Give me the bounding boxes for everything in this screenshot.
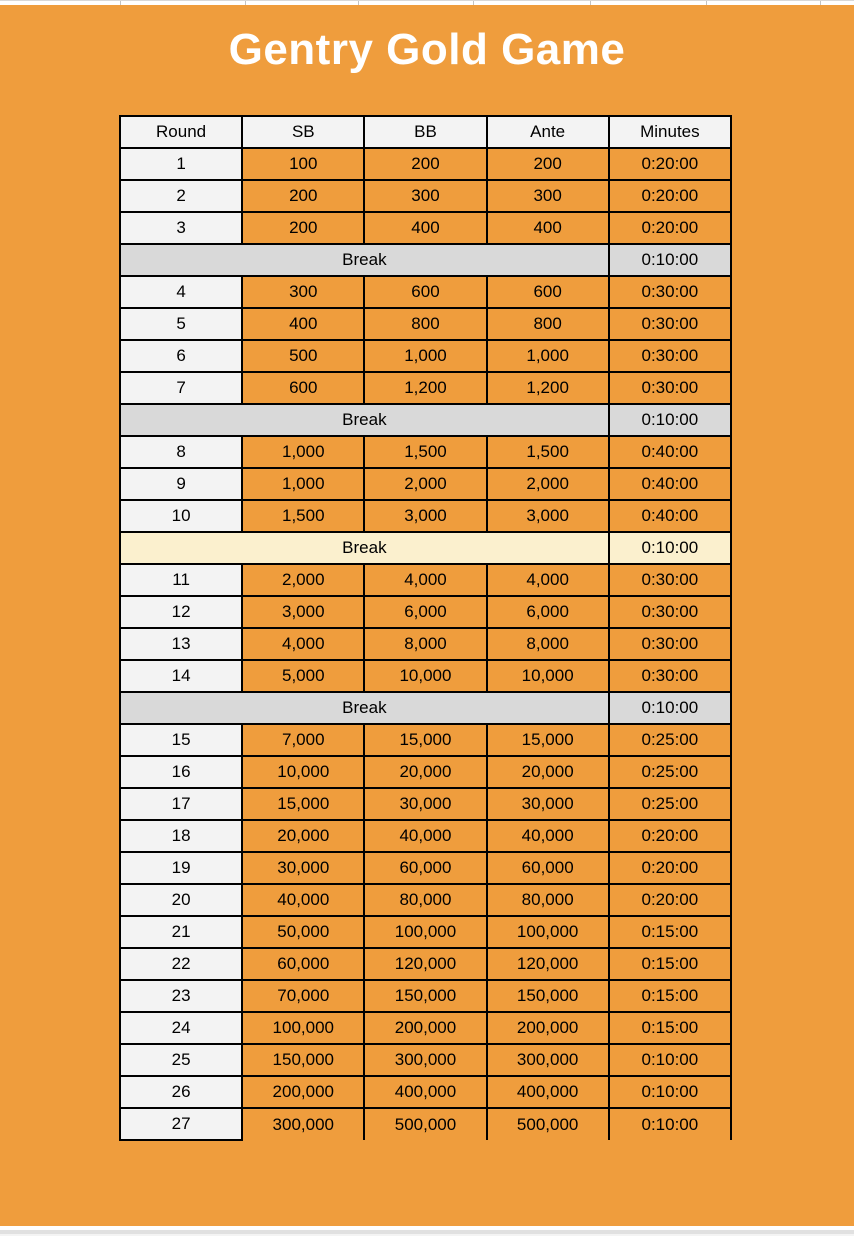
bb-cell[interactable]: 1,000 <box>364 340 486 372</box>
round-cell[interactable]: 11 <box>120 564 242 596</box>
bb-cell[interactable]: 8,000 <box>364 628 486 660</box>
minutes-cell[interactable]: 0:30:00 <box>609 276 731 308</box>
bb-cell[interactable]: 200 <box>364 148 486 180</box>
sb-cell[interactable]: 2,000 <box>242 564 364 596</box>
minutes-cell[interactable]: 0:30:00 <box>609 660 731 692</box>
sb-cell[interactable]: 20,000 <box>242 820 364 852</box>
sb-cell[interactable]: 10,000 <box>242 756 364 788</box>
minutes-cell[interactable]: 0:15:00 <box>609 980 731 1012</box>
sb-cell[interactable]: 4,000 <box>242 628 364 660</box>
sb-cell[interactable]: 600 <box>242 372 364 404</box>
round-cell[interactable]: 10 <box>120 500 242 532</box>
sb-cell[interactable]: 30,000 <box>242 852 364 884</box>
sb-cell[interactable]: 200,000 <box>242 1076 364 1108</box>
bb-cell[interactable]: 6,000 <box>364 596 486 628</box>
bb-cell[interactable]: 300 <box>364 180 486 212</box>
round-cell[interactable]: 26 <box>120 1076 242 1108</box>
minutes-cell[interactable]: 0:25:00 <box>609 788 731 820</box>
level-row <box>120 820 731 852</box>
break-minutes-cell[interactable]: 0:10:00 <box>609 532 731 564</box>
ante-cell[interactable]: 1,000 <box>487 340 609 372</box>
bb-cell[interactable]: 80,000 <box>364 884 486 916</box>
minutes-cell[interactable]: 0:30:00 <box>609 628 731 660</box>
minutes-cell[interactable]: 0:30:00 <box>609 564 731 596</box>
bb-cell[interactable]: 30,000 <box>364 788 486 820</box>
ante-cell[interactable]: 400,000 <box>487 1076 609 1108</box>
ante-cell[interactable]: 200 <box>487 148 609 180</box>
round-cell[interactable]: 14 <box>120 660 242 692</box>
minutes-cell[interactable]: 0:30:00 <box>609 308 731 340</box>
ante-cell[interactable]: 300 <box>487 180 609 212</box>
level-row <box>120 340 731 372</box>
sb-cell[interactable]: 1,000 <box>242 468 364 500</box>
level-row <box>120 756 731 788</box>
level-row <box>120 468 731 500</box>
round-cell[interactable]: 1 <box>120 148 242 180</box>
break-cell[interactable]: Break <box>120 532 609 564</box>
level-row <box>120 180 731 212</box>
page-break-strip <box>0 1226 854 1236</box>
ante-cell[interactable]: 1,200 <box>487 372 609 404</box>
round-cell[interactable]: 19 <box>120 852 242 884</box>
minutes-cell[interactable]: 0:30:00 <box>609 340 731 372</box>
break-cell[interactable]: Break <box>120 692 609 724</box>
bb-cell[interactable]: 150,000 <box>364 980 486 1012</box>
break-minutes-cell[interactable]: 0:10:00 <box>609 244 731 276</box>
level-row <box>120 884 731 916</box>
ante-cell[interactable]: 120,000 <box>487 948 609 980</box>
level-row <box>120 1076 731 1108</box>
sb-cell[interactable]: 100 <box>242 148 364 180</box>
round-cell[interactable]: 22 <box>120 948 242 980</box>
level-row <box>120 788 731 820</box>
break-row <box>120 404 731 436</box>
sb-cell[interactable]: 150,000 <box>242 1044 364 1076</box>
gridline <box>590 1 591 5</box>
level-row <box>120 308 731 340</box>
gridline <box>473 1 474 5</box>
sb-cell[interactable]: 15,000 <box>242 788 364 820</box>
sb-cell[interactable]: 500 <box>242 340 364 372</box>
level-row <box>120 948 731 980</box>
sb-cell[interactable]: 400 <box>242 308 364 340</box>
sb-cell[interactable]: 200 <box>242 180 364 212</box>
level-row <box>120 980 731 1012</box>
round-cell[interactable]: 6 <box>120 340 242 372</box>
sb-cell[interactable]: 60,000 <box>242 948 364 980</box>
round-cell[interactable]: 25 <box>120 1044 242 1076</box>
sb-cell[interactable]: 5,000 <box>242 660 364 692</box>
ante-cell[interactable]: 60,000 <box>487 852 609 884</box>
minutes-cell[interactable]: 0:25:00 <box>609 756 731 788</box>
break-row <box>120 692 731 724</box>
minutes-cell[interactable]: 0:10:00 <box>609 1108 731 1140</box>
sb-cell[interactable]: 50,000 <box>242 916 364 948</box>
ante-cell[interactable]: 100,000 <box>487 916 609 948</box>
level-row <box>120 148 731 180</box>
level-row <box>120 596 731 628</box>
gridline <box>120 1 121 5</box>
ante-cell[interactable]: 500,000 <box>487 1108 609 1140</box>
round-cell[interactable]: 27 <box>120 1108 242 1140</box>
bb-cell[interactable]: 40,000 <box>364 820 486 852</box>
bb-cell[interactable]: 200,000 <box>364 1012 486 1044</box>
round-cell[interactable]: 5 <box>120 308 242 340</box>
level-row <box>120 372 731 404</box>
sb-cell[interactable]: 40,000 <box>242 884 364 916</box>
minutes-cell[interactable]: 0:30:00 <box>609 372 731 404</box>
round-cell[interactable]: 23 <box>120 980 242 1012</box>
minutes-cell[interactable]: 0:20:00 <box>609 148 731 180</box>
level-row <box>120 852 731 884</box>
bb-cell[interactable]: 400,000 <box>364 1076 486 1108</box>
gridline <box>820 1 821 5</box>
ante-cell[interactable]: 600 <box>487 276 609 308</box>
level-row <box>120 1012 731 1044</box>
ante-cell[interactable]: 15,000 <box>487 724 609 756</box>
blind-table-header <box>120 116 731 148</box>
round-cell[interactable]: 20 <box>120 884 242 916</box>
level-row <box>120 436 731 468</box>
round-cell[interactable]: 8 <box>120 436 242 468</box>
minutes-cell[interactable]: 0:10:00 <box>609 1044 731 1076</box>
bb-cell[interactable]: 800 <box>364 308 486 340</box>
ante-cell[interactable]: 800 <box>487 308 609 340</box>
level-row <box>120 276 731 308</box>
ante-cell[interactable]: 2,000 <box>487 468 609 500</box>
minutes-cell[interactable]: 0:15:00 <box>609 916 731 948</box>
ante-cell[interactable]: 8,000 <box>487 628 609 660</box>
bb-cell[interactable]: 120,000 <box>364 948 486 980</box>
ante-cell[interactable]: 6,000 <box>487 596 609 628</box>
ante-cell[interactable]: 80,000 <box>487 884 609 916</box>
minutes-cell[interactable]: 0:40:00 <box>609 468 731 500</box>
break-cell[interactable]: Break <box>120 244 609 276</box>
round-cell[interactable]: 4 <box>120 276 242 308</box>
ante-cell[interactable]: 150,000 <box>487 980 609 1012</box>
bb-cell[interactable]: 400 <box>364 212 486 244</box>
ante-cell[interactable]: 20,000 <box>487 756 609 788</box>
bb-cell[interactable]: 500,000 <box>364 1108 486 1140</box>
level-row <box>120 564 731 596</box>
gridline <box>358 1 359 5</box>
round-cell[interactable]: 21 <box>120 916 242 948</box>
bb-cell[interactable]: 1,200 <box>364 372 486 404</box>
header-minutes[interactable]: Minutes <box>609 116 731 148</box>
minutes-cell[interactable]: 0:10:00 <box>609 1076 731 1108</box>
sb-cell[interactable]: 300,000 <box>242 1108 364 1140</box>
ante-cell[interactable]: 40,000 <box>487 820 609 852</box>
sb-cell[interactable]: 200 <box>242 212 364 244</box>
header-row <box>120 116 731 148</box>
level-row <box>120 628 731 660</box>
round-cell[interactable]: 9 <box>120 468 242 500</box>
sb-cell[interactable]: 100,000 <box>242 1012 364 1044</box>
level-row <box>120 1044 731 1076</box>
level-row <box>120 212 731 244</box>
sb-cell[interactable]: 1,500 <box>242 500 364 532</box>
header-bb[interactable]: BB <box>364 116 486 148</box>
round-cell[interactable]: 17 <box>120 788 242 820</box>
level-row <box>120 660 731 692</box>
header-ante[interactable]: Ante <box>487 116 609 148</box>
ante-cell[interactable]: 3,000 <box>487 500 609 532</box>
bb-cell[interactable]: 2,000 <box>364 468 486 500</box>
minutes-cell[interactable]: 0:20:00 <box>609 852 731 884</box>
sb-cell[interactable]: 3,000 <box>242 596 364 628</box>
round-cell[interactable]: 24 <box>120 1012 242 1044</box>
minutes-cell[interactable]: 0:40:00 <box>609 500 731 532</box>
minutes-cell[interactable]: 0:20:00 <box>609 884 731 916</box>
sb-cell[interactable]: 7,000 <box>242 724 364 756</box>
ante-cell[interactable]: 200,000 <box>487 1012 609 1044</box>
bb-cell[interactable]: 4,000 <box>364 564 486 596</box>
minutes-cell[interactable]: 0:25:00 <box>609 724 731 756</box>
bb-cell[interactable]: 3,000 <box>364 500 486 532</box>
bb-cell[interactable]: 10,000 <box>364 660 486 692</box>
sb-cell[interactable]: 1,000 <box>242 436 364 468</box>
minutes-cell[interactable]: 0:15:00 <box>609 1012 731 1044</box>
minutes-cell[interactable]: 0:15:00 <box>609 948 731 980</box>
minutes-cell[interactable]: 0:20:00 <box>609 180 731 212</box>
sb-cell[interactable]: 70,000 <box>242 980 364 1012</box>
ante-cell[interactable]: 4,000 <box>487 564 609 596</box>
level-row <box>120 916 731 948</box>
header-sb[interactable]: SB <box>242 116 364 148</box>
spreadsheet-top-gridline-strip <box>0 0 854 5</box>
level-row <box>120 1108 731 1140</box>
minutes-cell[interactable]: 0:20:00 <box>609 212 731 244</box>
header-round[interactable]: Round <box>120 116 242 148</box>
gridline <box>245 1 246 5</box>
ante-cell[interactable]: 400 <box>487 212 609 244</box>
break-minutes-cell[interactable]: 0:10:00 <box>609 404 731 436</box>
ante-cell[interactable]: 1,500 <box>487 436 609 468</box>
round-cell[interactable]: 16 <box>120 756 242 788</box>
sb-cell[interactable]: 300 <box>242 276 364 308</box>
bb-cell[interactable]: 1,500 <box>364 436 486 468</box>
minutes-cell[interactable]: 0:40:00 <box>609 436 731 468</box>
round-cell[interactable]: 7 <box>120 372 242 404</box>
break-cell[interactable]: Break <box>120 404 609 436</box>
bb-cell[interactable]: 600 <box>364 276 486 308</box>
ante-cell[interactable]: 30,000 <box>487 788 609 820</box>
bb-cell[interactable]: 300,000 <box>364 1044 486 1076</box>
round-cell[interactable]: 13 <box>120 628 242 660</box>
round-cell[interactable]: 3 <box>120 212 242 244</box>
round-cell[interactable]: 2 <box>120 180 242 212</box>
minutes-cell[interactable]: 0:20:00 <box>609 820 731 852</box>
break-row <box>120 532 731 564</box>
ante-cell[interactable]: 300,000 <box>487 1044 609 1076</box>
minutes-cell[interactable]: 0:30:00 <box>609 596 731 628</box>
bb-cell[interactable]: 100,000 <box>364 916 486 948</box>
level-row <box>120 500 731 532</box>
page-title: Gentry Gold Game <box>228 25 626 74</box>
gridline <box>706 1 707 5</box>
bb-cell[interactable]: 20,000 <box>364 756 486 788</box>
bb-cell[interactable]: 60,000 <box>364 852 486 884</box>
break-row <box>120 244 731 276</box>
blind-structure-table <box>119 115 732 1141</box>
round-cell[interactable]: 18 <box>120 820 242 852</box>
round-cell[interactable]: 15 <box>120 724 242 756</box>
blind-table-body <box>120 148 731 1140</box>
bb-cell[interactable]: 15,000 <box>364 724 486 756</box>
level-row <box>120 724 731 756</box>
ante-cell[interactable]: 10,000 <box>487 660 609 692</box>
round-cell[interactable]: 12 <box>120 596 242 628</box>
break-minutes-cell[interactable]: 0:10:00 <box>609 692 731 724</box>
